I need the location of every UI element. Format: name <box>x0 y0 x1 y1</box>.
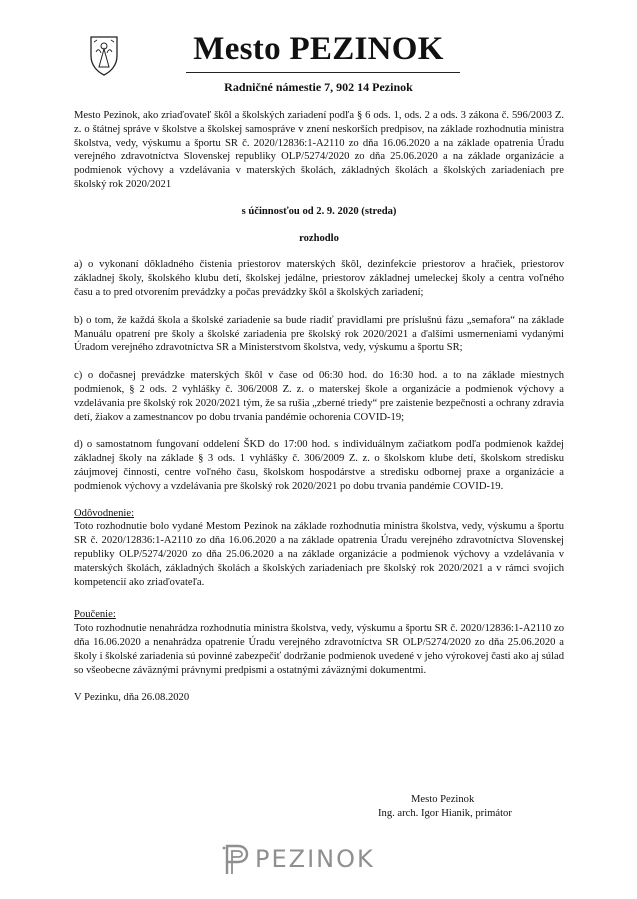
decision-point-d: d) o samostatnom fungovaní oddelení ŠKD do 17:00 hod. s individuálnym začiatkom podľa podmienok každej základnej školy na základe § 3 ods. 1 vyhlášky č. 306/2009 Z. z. o školskom klube detí, školskom stredisku záujmovej činnosti, centre voľného času, školskom hospodárstve a stredisku odbornej praxe a organizácie a podmienok výchovy a vzdelávania pre školský rok 2020/2021 po dobu trvania pandémie COVID-19. <box>74 439 564 492</box>
city-name: Mesto PEZINOK <box>193 31 444 67</box>
justification-text: Toto rozhodnutie bolo vydané Mestom Pezinok na základe rozhodnutia ministra školstva, vedy, výskumu a športu SR č. 2020/12836:1-A2110 zo dňa 16.06.2020 a na základe opatrenia Úradu verejného zdravotníctva Slovenskej republiky OLP/5274/2020 zo dňa 25.06.2020 a na základe organizácie a podmienok výchovy a vzdelávania v materských školách, základných školách a školských zariadeniach pre školský rok 2020/2021 a v rámci svojich kompetencií ako zriaďovateľa. <box>74 521 564 588</box>
instruction-heading: Poučenie: <box>74 609 116 621</box>
signature-name: Ing. arch. Igor Hianik, primátor <box>378 808 512 819</box>
document-body <box>74 109 564 705</box>
decision-point-b: b) o tom, že každá škola a školské zariadenie sa bude riadiť pravidlami pre príslušnú fázu „semafora“ na základe Manuálu opatrení pre školy a školské zariadenia pre školský rok 2020/2021 a ďalšími usmerneniami vydanými Úradom verejného zdravotníctva SR a Ministerstvom školstva, vedy, výskumu a športu SR; <box>74 314 564 354</box>
place-and-date: V Pezinku, dňa 26.08.2020 <box>74 692 190 704</box>
decision-point-a: a) o vykonaní dôkladného čistenia priestorov materských škôl, dezinfekcie priestorov a hračiek, priestorov základnej školy, školského klubu detí, školskej jedálne, priestorov základnej umeleckej školy a centra voľného času a to pred otvorením prevádzky a počas prevádzky škôl a školských zariadení; <box>74 259 564 298</box>
signature-organization: Mesto Pezinok <box>411 794 475 805</box>
pezinok-logo-icon <box>221 842 249 876</box>
city-address: Radničné námestie 7, 902 14 Pezinok <box>224 80 413 94</box>
title-underline <box>186 72 460 73</box>
instruction-text: Toto rozhodnutie nenahrádza rozhodnutia ministra školstva, vedy, výskumu a športu SR č. 2020/12836:1-A2110 zo dňa 16.06.2020 a nenahrádza opatrenie Úradu verejného zdravotníctva SR OLP/5274/2020 zo dňa 25.06.2020 a školy i školské zariadenia sú povinné zabezpečiť dodržanie podmienok uvedené v jeho výrokovej časti ako aj súlad so všeobecne záväznými právnymi predpismi a ostatnými záväznými dokumentmi. <box>74 623 564 676</box>
justification-heading: Odôvodnenie: <box>74 507 135 519</box>
decision-point-c: c) o dočasnej prevádzke materských škôl v čase od 06:30 hod. do 16:30 hod. a to na základe miestnych podmienok, § 2 ods. 2 vyhlášky č. 306/2008 Z. z. o materskej škole a organizácie a podmienok výchovy a vzdelávania pre školský rok 2020/2021 tým, že sa rušia „zberné triedy“ pre zaistenie bezpečnosti a ochrany zdravia detí, žiakov a zamestnancov po dobu trvania pandémie ochorenia COVID-19; <box>74 370 564 423</box>
intro-paragraph: Mesto Pezinok, ako zriaďovateľ škôl a školských zariadení podľa § 6 ods. 1, ods. 2 a ods. 3 zákona č. 596/2003 Z. z. o štátnej správe v školstve a školskej samospráve v znení neskorších predpisov, na základe rozhodnutia ministra školstva, vedy, výskumu a športu SR č. 2020/12836:1-A2110 zo dňa 16.06.2020 a na základe opatrenia Úradu verejného zdravotníctva Slovenskej republiky OLP/5274/2020 zo dňa 25.06.2020 a na základe organizácie a podmienok výchovy a vzdelávania v materských školách, základných školách a školských zariadeniach pre školský rok 2020/2021 <box>74 110 564 190</box>
effective-date: s účinnosťou od 2. 9. 2020 (streda) <box>241 205 397 217</box>
footer-logo <box>221 839 375 879</box>
decision-heading: rozhodlo <box>299 232 339 244</box>
document-title <box>0 31 637 67</box>
footer-logo-text: PEZINOK <box>255 845 375 873</box>
